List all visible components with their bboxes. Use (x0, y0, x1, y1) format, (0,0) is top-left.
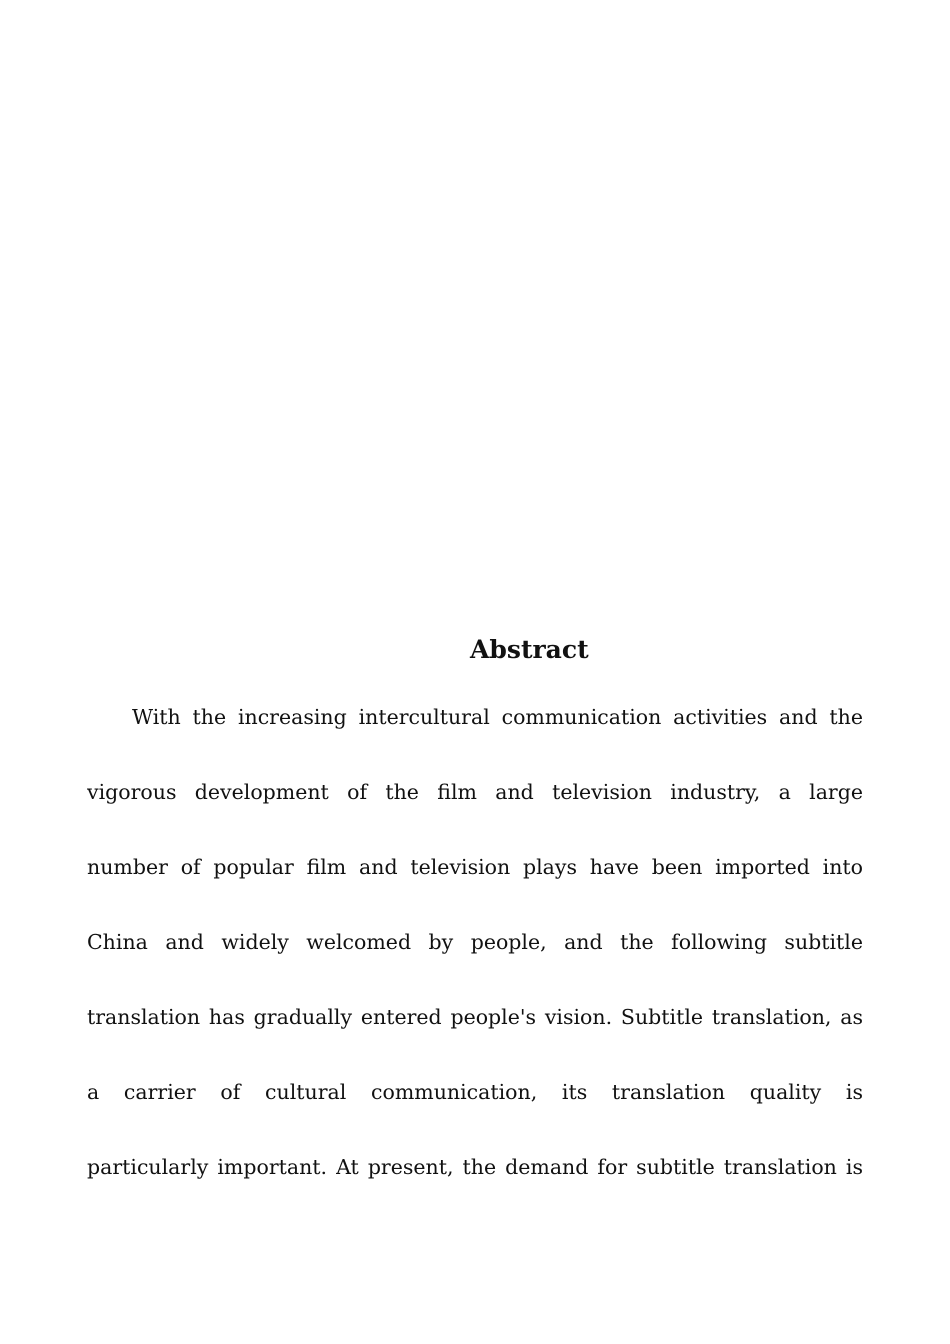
abstract-line-3: number of popular film and television plays have been imported into (87, 855, 863, 879)
abstract-body (87, 697, 863, 1222)
abstract-line-7: particularly important. At present, the demand for subtitle translation is (87, 1155, 863, 1179)
abstract-line-1: With the increasing intercultural communication activities and the (132, 705, 863, 729)
abstract-line-5: translation has gradually entered people's vision. Subtitle translation, as (87, 1005, 863, 1029)
abstract-line-2: vigorous development of the film and television industry, a large (87, 780, 863, 804)
abstract-heading: Abstract (470, 635, 589, 664)
abstract-line-4: China and widely welcomed by people, and the following subtitle (87, 930, 863, 954)
abstract-line-6: a carrier of cultural communication, its translation quality is (87, 1080, 863, 1104)
